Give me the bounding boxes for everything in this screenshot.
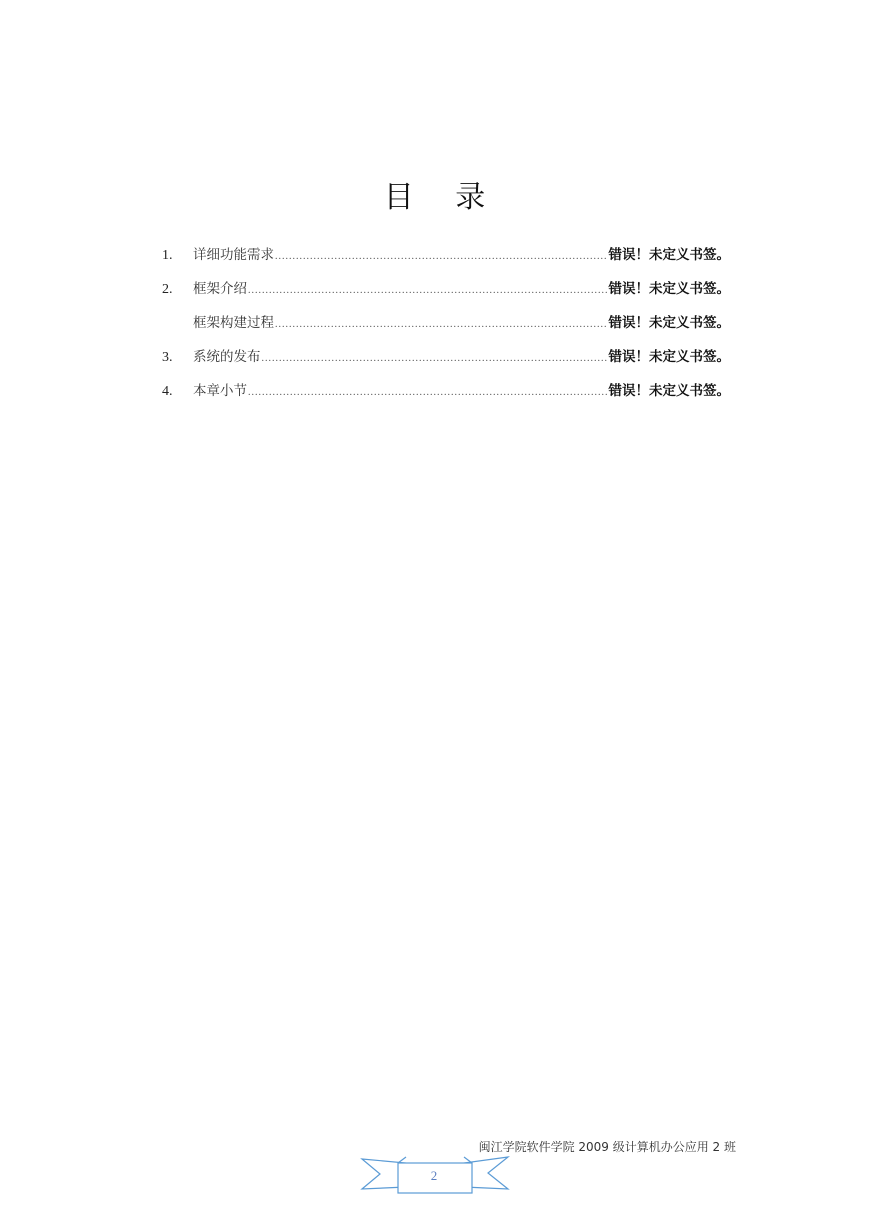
toc-leader-dots bbox=[248, 387, 608, 398]
toc-entry-text: 系统的发布 bbox=[193, 349, 261, 365]
toc-leader-dots bbox=[275, 251, 608, 262]
toc-leader-dots bbox=[262, 353, 608, 364]
toc-entry-number: 2. bbox=[162, 282, 173, 297]
toc-entry-page-ref: 错误！未定义书签。 bbox=[608, 383, 730, 399]
footer-text: 闽江学院软件学院 2009 级计算机办公应用 2 班 bbox=[478, 1140, 736, 1154]
toc-entry[interactable] bbox=[162, 311, 730, 345]
toc-entry-text: 框架介绍 bbox=[193, 281, 247, 297]
toc-entry-number: 3. bbox=[162, 350, 173, 365]
toc-entry-text: 详细功能需求 bbox=[193, 247, 274, 263]
toc-title: 目 录 bbox=[383, 180, 502, 215]
toc-entry[interactable] bbox=[162, 243, 730, 277]
toc-entry-text: 框架构建过程 bbox=[193, 315, 274, 331]
page-number: 2 bbox=[430, 1168, 438, 1183]
table-of-contents bbox=[162, 243, 730, 413]
toc-leader-dots bbox=[248, 285, 608, 296]
toc-leader-dots bbox=[275, 319, 608, 330]
toc-entry-page-ref: 错误！未定义书签。 bbox=[608, 315, 730, 331]
toc-entry-page-ref: 错误！未定义书签。 bbox=[608, 349, 730, 365]
toc-entry-number: 4. bbox=[162, 384, 173, 399]
toc-entry[interactable] bbox=[162, 379, 730, 413]
toc-entry-text: 本章小节 bbox=[193, 383, 247, 399]
toc-entry[interactable] bbox=[162, 345, 730, 379]
toc-entry[interactable] bbox=[162, 277, 730, 311]
toc-entry-number: 1. bbox=[162, 248, 173, 263]
toc-entry-page-ref: 错误！未定义书签。 bbox=[608, 281, 730, 297]
toc-entry-page-ref: 错误！未定义书签。 bbox=[608, 247, 730, 263]
